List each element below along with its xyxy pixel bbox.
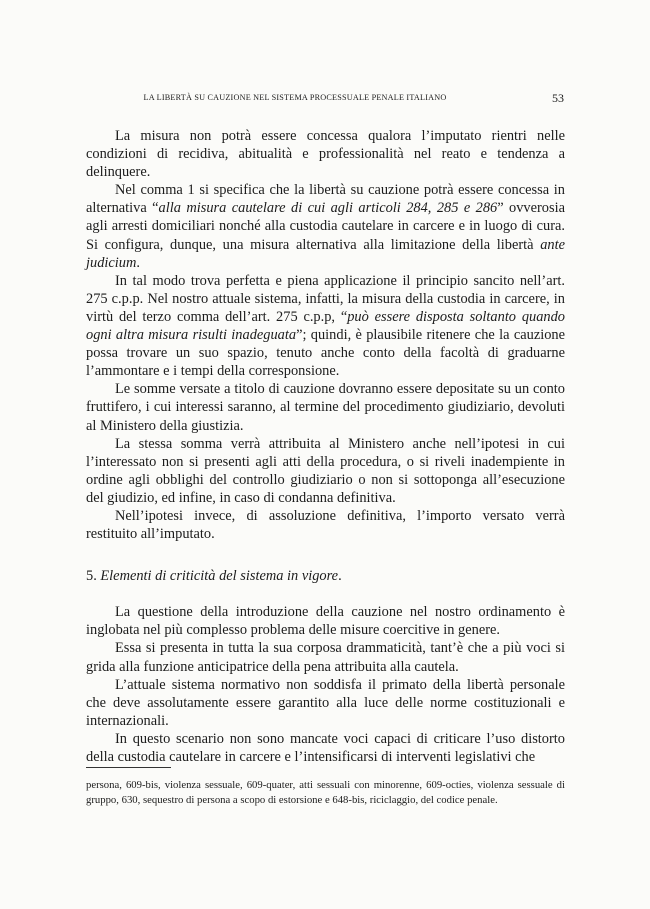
paragraph: In questo scenario non sono mancate voci capaci di criticare l’uso distorto della custodia cautelare in carcere e l’intensificarsi di interventi legislativi che <box>86 730 565 765</box>
page-number: 53 <box>552 91 564 105</box>
paragraph: L’attuale sistema normativo non soddisfa il primato della libertà personale che deve assolutamente essere garantito alla luce delle norme costituzionali e internazionali. <box>86 676 565 729</box>
paragraph: Essa si presenta in tutta la sua corposa drammaticità, tant’è che a più voci si grida alla funzione anticipatrice della pena attribuita alla cautela. <box>86 640 565 675</box>
paragraph: La stessa somma verrà attribuita al Ministero anche nell’ipotesi in cui l’interessato non si presenti agli atti della procedura, o si riveli inadempiente in ordine agli obblighi del controllo giudiziario o non si sottoponga all’esecuzione del giudizio, ed infine, in caso di condanna definitiva. <box>86 435 565 506</box>
paragraph: Nel comma 1 si specifica che la libertà su cauzione potrà essere concessa in alternativa “alla misura cautelare di cui agli articoli 284, 285 e 286” ovverosia agli arresti domiciliari nonché alla custodia cautelare in carcere e in luogo di cura. Si configura, dunque, una misura alternativa alla limitazione della libertà ante judicium. <box>86 182 565 271</box>
paragraph: La misura non potrà essere concessa qualora l’imputato rientri nelle condizioni di recidiva, abitualità e professionalità nel reato e tendenza a delinquere. <box>86 128 565 181</box>
paragraph: La questione della introduzione della cauzione nel nostro ordinamento è inglobata nel più complesso problema delle misure coercitive in genere. <box>86 604 565 639</box>
section-heading: 5. Elementi di criticità del sistema in vigore. <box>86 568 342 585</box>
footnote: persona, 609-bis, violenza sessuale, 609-quater, atti sessuali con minorenne, 609-octies, violenza sessuale di gruppo, 630, sequestro di persona a scopo di estorsione e 648-bis, riciclaggio, del codice penale. <box>86 779 565 806</box>
body-text <box>86 127 565 766</box>
paragraph: Le somme versate a titolo di cauzione dovranno essere depositate su un conto fruttifero, i cui interessi saranno, al termine del procedimento giudiziario, devoluti al Ministero della giustizia. <box>86 381 565 434</box>
paragraph: Nell’ipotesi invece, di assoluzione definitiva, l’importo versato verrà restituito all’imputato. <box>86 507 565 543</box>
running-head: LA LIBERTÀ SU CAUZIONE NEL SISTEMA PROCESSUALE PENALE ITALIANO <box>143 93 447 102</box>
paragraph: In tal modo trova perfetta e piena applicazione il principio sancito nell’art. 275 c.p.p. Nel nostro attuale sistema, infatti, la misura della custodia in carcere, in virtù del terzo comma dell’art. 275 c.p.p, “può essere disposta soltanto quando ogni altra misura risulti inadeguata”; quindi, è plausibile ritenere che la cauzione possa trovare un suo spazio, tenuto anche conto della facoltà di graduarne l’ammontare e i tempi della corresponsione. <box>86 272 565 380</box>
footnote-divider <box>86 767 171 768</box>
page-header <box>86 90 564 106</box>
